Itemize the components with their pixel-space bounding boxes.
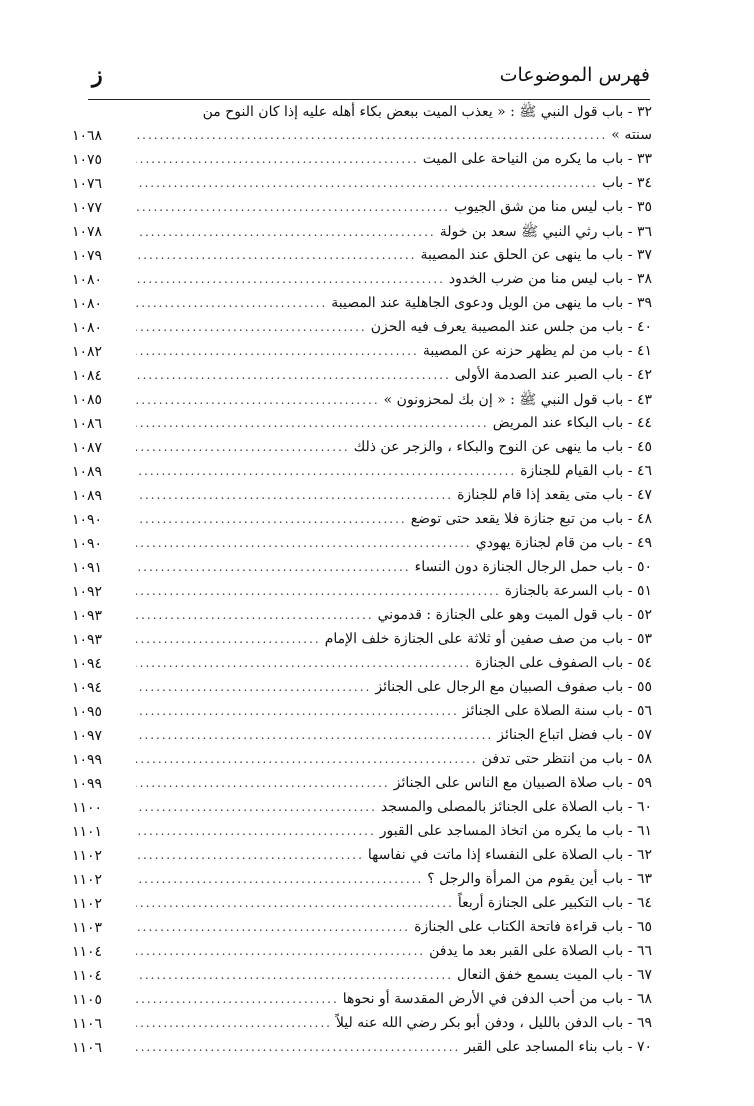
toc-entry[interactable] [72, 725, 652, 749]
toc-entry-body [132, 127, 652, 143]
toc-entry[interactable] [72, 1013, 652, 1037]
toc-entry-body [132, 175, 652, 191]
toc-entry[interactable] [72, 893, 652, 917]
toc-entry[interactable] [72, 389, 652, 413]
dot-leader [136, 296, 327, 310]
page-title: فهرس الموضوعات [499, 64, 650, 86]
toc-entry-title: ٤٠ - باب من جلس عند المصيبة يعرف فيه الحزن [370, 319, 652, 335]
dot-leader [136, 344, 419, 358]
dot-leader [136, 488, 453, 502]
toc-entry-body [132, 871, 652, 887]
dot-leader [136, 872, 423, 886]
dot-leader [136, 896, 454, 910]
dot-leader [136, 632, 321, 646]
toc-entry-page: ١٠٧٩ [72, 248, 103, 264]
toc-entry-page: ١١٠٠ [72, 800, 103, 816]
dot-leader [136, 704, 459, 718]
toc-entry-title: ٤٥ - باب ما ينهى عن النوح والبكاء ، والزجر عن ذلك [353, 439, 652, 455]
toc-entry-body [132, 583, 652, 599]
toc-entry[interactable] [72, 173, 652, 197]
toc-entry-page: ١٠٩٤ [72, 680, 103, 696]
toc-entry[interactable] [72, 293, 652, 317]
toc-entry-body [132, 607, 652, 623]
toc-entry[interactable] [72, 629, 652, 653]
dot-leader [136, 225, 436, 239]
toc-entry-title: ٣٩ - باب ما ينهى من الويل ودعوى الجاهلية عند المصيبة [331, 295, 652, 311]
toc-entry-page: ١١٠٢ [72, 872, 103, 888]
toc-entry-title: ٥٠ - باب حمل الرجال الجنازة دون النساء [414, 559, 652, 575]
toc-entry-title: ٥٣ - باب من صف صفين أو ثلاثة على الجنازة خلف الإمام [324, 631, 652, 647]
toc-entry-body [132, 943, 652, 959]
dot-leader [136, 824, 376, 838]
dot-leader [136, 656, 471, 670]
toc-entry-page: ١٠٨٠ [72, 320, 103, 336]
toc-entry-page: ١٠٩١ [72, 560, 103, 576]
dot-leader [136, 440, 350, 454]
toc-entry-body [132, 655, 652, 671]
toc-entry-title: ٣٧ - باب ما ينهى عن الحلق عند المصيبة [420, 247, 652, 263]
toc-entry-title: ٦١ - باب ما يكره من اتخاذ المساجد على القبور [379, 823, 652, 839]
toc-entry-title: ٤٨ - باب من تبع جنازة فلا يقعد حتى توضع [410, 511, 652, 527]
toc-entry-title: ٦٧ - باب الميت يسمع خفق النعال [457, 967, 652, 983]
toc-entry-title: ٦٢ - باب الصلاة على النفساء إذا ماتت في نفاسها [367, 847, 652, 863]
dot-leader [136, 176, 598, 190]
toc-entry-page: ١٠٩٠ [72, 512, 103, 528]
toc-entry-body [132, 223, 652, 243]
toc-entry-page: ١٠٨٦ [72, 416, 103, 432]
toc-entry-body [132, 703, 652, 719]
toc-entry-title: ٤٩ - باب من قام لجنازة يهودي [475, 535, 652, 551]
toc-entry-title: ٥٢ - باب قول الميت وهو على الجنازة : قدموني [377, 607, 652, 623]
toc-entry[interactable] [72, 509, 652, 533]
toc-entry-page: ١٠٨٠ [72, 296, 103, 312]
toc-entry-title: ٦٥ - باب قراءة فاتحة الكتاب على الجنازة [414, 919, 652, 935]
toc-entry-page: ١٠٦٨ [72, 128, 103, 144]
toc-entry-title-line1: ٣٢ - باب قول النبي ﷺ : « يعذب الميت ببعض بكاء أهله عليه إذا كان النوح من [202, 104, 652, 120]
toc-entry[interactable] [72, 197, 652, 221]
toc-entry-page: ١١٠٦ [72, 1040, 103, 1056]
page-letter: ز [92, 62, 103, 88]
toc-entry[interactable] [72, 1037, 652, 1061]
toc-entry-title: ٣٨ - باب ليس منا من ضرب الخدود [448, 271, 652, 287]
toc-entry-body [132, 1015, 652, 1031]
toc-entry-page: ١٠٩٣ [72, 608, 103, 624]
toc-entry[interactable] [72, 965, 652, 989]
toc-entry[interactable] [72, 677, 652, 701]
dot-leader [136, 920, 410, 934]
toc-entry-page: ١٠٨٩ [72, 464, 103, 480]
toc-entry-page: ١١٠١ [72, 824, 103, 840]
toc-entry-body [132, 343, 652, 359]
toc-entry-body [132, 247, 652, 263]
toc-entry-body [132, 439, 652, 455]
toc-entry-title: ٥١ - باب السرعة بالجنازة [504, 583, 652, 599]
dot-leader [136, 776, 390, 790]
toc-entry-page: ١٠٨٧ [72, 440, 103, 456]
toc-entry-title: ٣٦ - باب رثي النبي ﷺ سعد بن خولة [439, 224, 652, 240]
toc-entry[interactable] [72, 365, 652, 389]
toc-entry-body [132, 847, 652, 863]
toc-entry-page: ١٠٩٣ [72, 632, 103, 648]
toc-entry[interactable] [72, 941, 652, 965]
toc-entry-page: ١٠٨٥ [72, 392, 103, 408]
toc-list [72, 101, 652, 1061]
toc-entry-title: ٥٧ - باب فضل اتباع الجنائز [497, 727, 652, 743]
toc-entry[interactable] [72, 605, 652, 629]
toc-entry-title: ٧٠ - باب بناء المساجد على القبر [464, 1039, 652, 1055]
toc-entry[interactable] [72, 773, 652, 797]
toc-entry-page: ١١٠٣ [72, 920, 103, 936]
toc-entry[interactable] [72, 917, 652, 941]
toc-entry-page: ١٠٩٩ [72, 776, 103, 792]
toc-entry-title: ٥٦ - باب سنة الصلاة على الجنائز [462, 703, 652, 719]
toc-entry[interactable] [72, 341, 652, 365]
toc-entry-body [132, 823, 652, 839]
toc-entry-title: ٤٤ - باب البكاء عند المريض [492, 415, 652, 431]
toc-entry-body [132, 631, 652, 647]
toc-entry-title: ٦٨ - باب من أحب الدفن في الأرض المقدسة أو نحوها [342, 991, 652, 1007]
toc-entry[interactable] [72, 533, 652, 557]
toc-entry-body [132, 535, 652, 551]
toc-entry[interactable] [72, 245, 652, 269]
dot-leader [136, 248, 416, 262]
header-rule [88, 99, 650, 100]
toc-entry[interactable] [72, 653, 652, 677]
dot-leader [136, 320, 367, 334]
toc-entry-title: ٤١ - باب من لم يظهر حزنه عن المصيبة [422, 343, 652, 359]
toc-entry-page: ١٠٧٦ [72, 176, 103, 192]
toc-entry-title: ٤٦ - باب القيام للجنازة [520, 463, 652, 479]
toc-entry[interactable] [72, 221, 652, 245]
dot-leader [136, 944, 425, 958]
dot-leader [136, 128, 607, 142]
toc-entry[interactable] [72, 701, 652, 725]
dot-leader [136, 800, 377, 814]
toc-entry-line [72, 101, 652, 125]
toc-entry-body [132, 775, 652, 791]
toc-entry-body [132, 679, 652, 695]
toc-entry-body [132, 967, 652, 983]
toc-entry-title: ٦٠ - باب الصلاة على الجنائز بالمصلى والمسجد [380, 799, 652, 815]
toc-entry[interactable] [72, 125, 652, 149]
toc-entry[interactable] [72, 437, 652, 461]
dot-leader [136, 848, 364, 862]
toc-entry-page: ١٠٨٢ [72, 344, 103, 360]
toc-entry[interactable] [72, 317, 652, 341]
toc-entry[interactable] [72, 413, 652, 437]
toc-entry-title: ٣٥ - باب ليس منا من شق الجيوب [454, 199, 652, 215]
toc-entry-page: ١٠٩٢ [72, 584, 103, 600]
toc-entry-body [132, 511, 652, 527]
dot-leader [136, 464, 516, 478]
toc-entry-body [132, 727, 652, 743]
toc-entry[interactable] [72, 269, 652, 293]
toc-entry-body [132, 919, 652, 935]
dot-leader [136, 368, 451, 382]
toc-entry-page: ١٠٩٤ [72, 656, 103, 672]
toc-entry-body [132, 271, 652, 287]
dot-leader [136, 393, 380, 407]
toc-entry-page: ١١٠٤ [72, 944, 103, 960]
toc-entry-body [132, 151, 652, 167]
toc-entry-page: ١٠٩٩ [72, 752, 103, 768]
toc-entry-page: ١٠٧٧ [72, 200, 103, 216]
toc-entry-title: ٥٩ - باب صلاة الصبيان مع الناس على الجنائز [393, 775, 652, 791]
dot-leader [136, 512, 407, 526]
toc-entry-page: ١٠٧٥ [72, 152, 103, 168]
toc-entry-body [132, 559, 652, 575]
toc-entry-title: ٤٢ - باب الصبر عند الصدمة الأولى [454, 367, 652, 383]
dot-leader [136, 1016, 332, 1030]
toc-entry-body [132, 319, 652, 335]
toc-entry-page: ١٠٩٧ [72, 728, 103, 744]
dot-leader [136, 680, 371, 694]
toc-entry[interactable] [72, 461, 652, 485]
dot-leader [136, 752, 478, 766]
toc-entry-body [132, 799, 652, 815]
toc-entry[interactable] [72, 845, 652, 869]
dot-leader [136, 992, 339, 1006]
toc-entry-title: ٦٩ - باب الدفن بالليل ، ودفن أبو بكر رضي الله عنه ليلاً [335, 1015, 652, 1031]
toc-entry-title: ٥٥ - باب صفوف الصبيان مع الرجال على الجنائز [375, 679, 652, 695]
toc-entry-page: ١١٠٢ [72, 848, 103, 864]
dot-leader [136, 416, 489, 430]
dot-leader [136, 200, 450, 214]
page-header [88, 64, 650, 98]
toc-entry-body [132, 199, 652, 215]
toc-entry-page: ١٠٩٥ [72, 704, 103, 720]
toc-entry-page: ١٠٨٤ [72, 368, 103, 384]
toc-entry-body [132, 367, 652, 383]
toc-entry-body [132, 487, 652, 503]
toc-entry-page: ١١٠٥ [72, 992, 103, 1008]
toc-entry-title: ٦٣ - باب أين يقوم من المرأة والرجل ؟ [427, 871, 652, 887]
toc-entry-body [132, 1039, 652, 1055]
toc-entry-body [132, 895, 652, 911]
toc-entry[interactable] [72, 749, 652, 773]
dot-leader [136, 560, 411, 574]
toc-entry-page: ١١٠٤ [72, 968, 103, 984]
toc-entry-page: ١١٠٦ [72, 1016, 103, 1032]
toc-entry[interactable] [72, 581, 652, 605]
toc-entry-body [132, 415, 652, 431]
toc-entry-body [132, 391, 652, 411]
toc-entry-title: ٥٤ - باب الصفوف على الجنازة [475, 655, 652, 671]
dot-leader [136, 728, 493, 742]
dot-leader [136, 536, 472, 550]
toc-entry-page: ١٠٨٩ [72, 488, 103, 504]
toc-entry-body [132, 295, 652, 311]
dot-leader [136, 584, 501, 598]
dot-leader [136, 1040, 460, 1054]
toc-entry-page: ١٠٩٠ [72, 536, 103, 552]
toc-entry-body [132, 751, 652, 767]
toc-entry-title: ٦٦ - باب الصلاة على القبر بعد ما يدفن [429, 943, 652, 959]
dot-leader [136, 608, 374, 622]
dot-leader [136, 968, 453, 982]
toc-entry-body [132, 463, 652, 479]
dot-leader [136, 152, 419, 166]
toc-entry-title: ٥٨ - باب من انتظر حتى تدفن [481, 751, 652, 767]
toc-entry[interactable] [72, 149, 652, 173]
toc-entry-title: ٣٤ - باب [601, 175, 652, 191]
dot-leader [136, 272, 445, 286]
toc-entry-title: ٤٣ - باب قول النبي ﷺ : « إن بك لمحزونون » [383, 392, 652, 408]
toc-entry[interactable] [72, 797, 652, 821]
toc-entry-title: ٦٤ - باب التكبير على الجنازة أربعاً [457, 895, 652, 911]
toc-entry-page: ١١٠٢ [72, 896, 103, 912]
toc-entry-title: ٤٧ - باب متى يقعد إذا قام للجنازة [457, 487, 652, 503]
toc-entry-title: سنته » [611, 127, 652, 143]
toc-entry[interactable] [72, 989, 652, 1013]
toc-entry-title: ٣٣ - باب ما يكره من النياحة على الميت [422, 151, 652, 167]
toc-entry[interactable] [72, 485, 652, 509]
toc-entry[interactable] [72, 869, 652, 893]
toc-entry[interactable] [72, 821, 652, 845]
toc-entry-body [132, 991, 652, 1007]
toc-entry-page: ١٠٨٠ [72, 272, 103, 288]
toc-entry[interactable] [72, 557, 652, 581]
toc-entry-page: ١٠٧٨ [72, 224, 103, 240]
